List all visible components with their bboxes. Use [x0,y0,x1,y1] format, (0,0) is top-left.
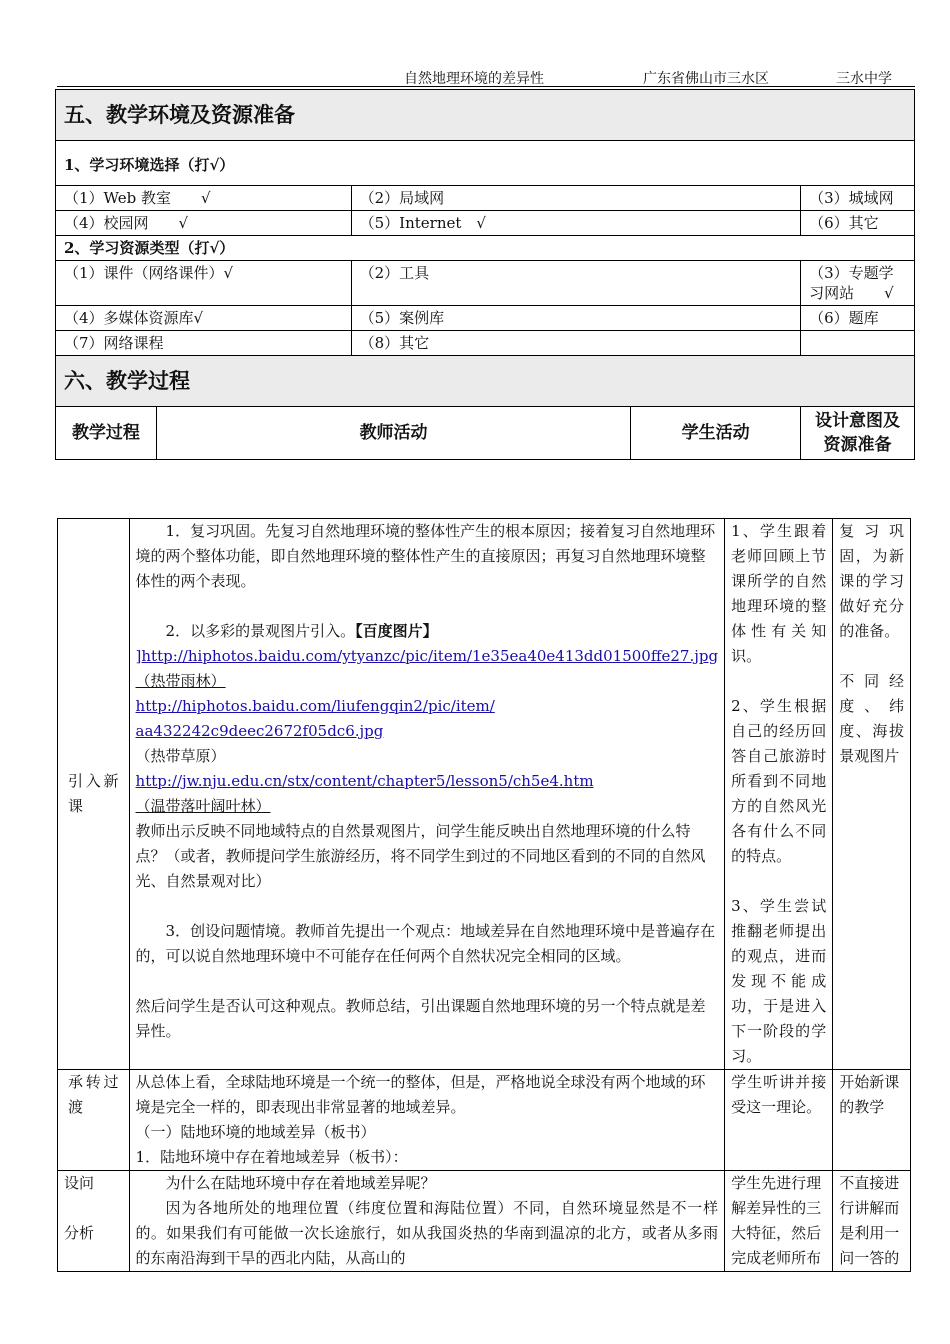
transition-design: 开始新课的教学 [839,1073,900,1116]
stage-cell [58,1171,130,1272]
image-link-savanna[interactable]: http://hiphotos.baidu.com/liufengqin2/pic/item/ [135,697,495,715]
student-activity-cell [725,519,833,1070]
design-cell [833,1070,911,1171]
stage-cell [58,1070,130,1171]
student-activity-1: 1、学生跟着老师回顾上节课所学的自然地理环境的整体性有关知识。 [731,522,827,665]
analysis-explanation: 因为各地所处的地理位置（纬度位置和海陆位置）不同，自然环境显然是不一样的。如果我们有可能做一次长途旅行，如从我国炎热的华南到温凉的北方，或者从多雨的东南沿海到干旱的西北内陆，从高山的 [135,1199,719,1267]
col-design-header: 设计意图及资源准备 [801,407,915,460]
intro-images-text: 2．以多彩的景观图片引入。 [165,622,356,640]
design-cell [833,1171,911,1272]
student-activity-3: 3、学生尝试推翻老师提出的观点，进而发现不能成功，于是进入下一阶段的学习。 [731,897,827,1065]
header-rule [57,86,915,87]
res-option: （6）题库 [801,306,915,331]
res-option: （8）其它 [351,331,800,356]
student-activity-cell [725,1070,833,1171]
env-row [56,186,915,211]
res-option: （2）工具 [351,261,800,306]
image-link-savanna-file[interactable]: aa432242c9deec2672f05dc6.jpg [135,722,384,740]
res-option: （1）课件（网络课件）√ [56,261,352,306]
section6-title: 六、教学过程 [56,356,915,407]
res-option: （7）网络课程 [56,331,352,356]
col-process-header: 教学过程 [56,407,157,460]
env-title: 1、学习环境选择（打√） [56,141,915,186]
env-option: （1）Web 教室 √ [56,186,352,211]
caption-savanna: （热带草原） [135,747,226,765]
caption-rainforest: （热带雨林） [135,672,226,690]
intro-problem: 3．创设问题情境。教师首先提出一个观点：地域差异在自然地理环境中是普遍存在的，可以说自然地理环境中不可能存在任何两个自然状况完全相同的区域。 [135,922,716,965]
student-activity-cell [725,1171,833,1272]
student-activity-2: 2、学生根据自己的经历回答自己旅游时所看到不同地方的自然风光各有什么不同的特点。 [731,697,827,865]
stage-label: 引入新课 [68,772,119,815]
analysis-question: 为什么在陆地环境中存在着地域差异呢？ [165,1174,436,1192]
section5-title: 五、教学环境及资源准备 [56,90,915,141]
res-row [56,261,915,306]
env-option: （5）Internet √ [351,211,800,236]
intro-summary: 然后问学生是否认可这种观点。教师总结，引出课题自然地理环境的另一个特点就是差异性。 [135,997,706,1040]
teacher-activity-cell [129,1171,725,1272]
design-cell [833,519,911,1070]
process-table [57,518,911,1272]
intro-review: 1．复习巩固。先复习自然地理环境的整体性产生的根本原因；接着复习自然地理环境的两个整体功能，即自然地理环境的整体性产生的直接原因；再复习自然地理环境整体性的两个表现。 [135,522,716,590]
resources-table [55,89,915,460]
analysis-student: 学生先进行理解差异性的三大特征，然后完成老师所布 [731,1174,822,1267]
intro-question: 教师出示反映不同地域特点的自然景观图片，问学生能反映出自然地理环境的什么特点？（或者，教师提问学生旅游经历，将不同学生到过的不同地区看到的不同的自然风光、自然景观对比） [135,822,706,890]
col-teacher-header: 教师活动 [156,407,630,460]
env-option: （6）其它 [801,211,915,236]
transition-text: 从总体上看，全球陆地环境是一个统一的整体，但是，严格地说全球没有两个地域的环境是完全一样的，即表现出非常显著的地域差异。 [135,1073,706,1116]
header-school: 三水中学 [836,71,892,87]
image-link-deciduous-forest[interactable]: http://jw.nju.edu.cn/stx/content/chapter5/lesson5/ch5e4.htm [135,772,594,790]
env-option: （4）校园网 √ [56,211,352,236]
res-option: （4）多媒体资源库√ [56,306,352,331]
analysis-design: 不直接进行讲解而是利用一问一答的 [839,1174,900,1267]
res-option [801,331,915,356]
res-row [56,331,915,356]
res-row [56,306,915,331]
col-student-header: 学生活动 [631,407,801,460]
board-heading-1: （一）陆地环境的地域差异（板书） [135,1123,376,1141]
design-intent-1: 复习巩固，为新课的学习做好充分的准备。 [839,522,904,640]
image-link-rainforest[interactable]: ]http://hiphotos.baidu.com/ytyanzc/pic/item/1e35ea40e413dd01500ffe27.jpg [135,647,719,665]
res-option: （5）案例库 [351,306,800,331]
stage-label-question: 设问 [64,1174,95,1192]
teacher-activity-cell [129,1070,725,1171]
intro-images-source: 【百度图片】 [355,622,438,640]
process-header-row [56,407,915,460]
caption-deciduous-forest: （温带落叶阔叶林） [135,797,271,815]
board-heading-2: 1．陆地环境中存在着地域差异（板书）： [135,1148,408,1166]
stage-label-analysis: 分析 [64,1224,95,1242]
header-region: 广东省佛山市三水区 [643,71,769,87]
env-option: （3）城域网 [801,186,915,211]
res-option: （3）专题学习网站 √ [801,261,915,306]
header-title: 自然地理环境的差异性 [404,71,544,87]
env-option: （2）局域网 [351,186,800,211]
stage-label: 承转过渡 [68,1073,119,1116]
design-intent-2: 不同经度、纬度、海拔景观图片 [839,672,904,765]
env-row [56,211,915,236]
teacher-activity-cell [129,519,725,1070]
table-row [58,519,911,1070]
transition-student: 学生听讲并接受这一理论。 [731,1073,827,1116]
table-row [58,1070,911,1171]
res-title: 2、学习资源类型（打√） [56,236,915,261]
table-row [58,1171,911,1272]
stage-cell [58,519,130,1070]
